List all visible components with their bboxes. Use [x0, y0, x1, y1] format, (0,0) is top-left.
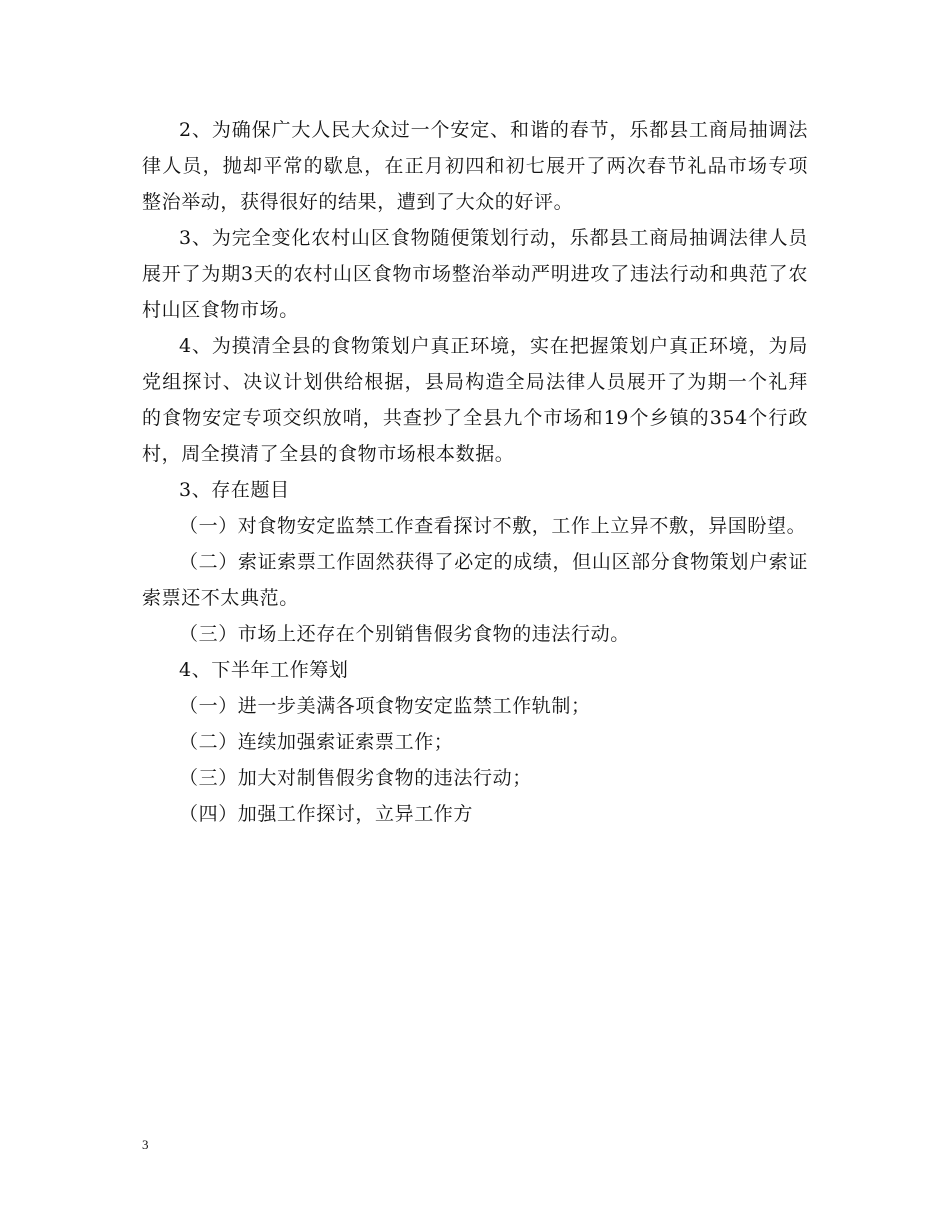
paragraph-rural-market-campaign: 3、为完全变化农村山区食物随便策划行动，乐都县工商局抽调法律人员展开了为期3天的农村山区食物市场整治举动严明进攻了违法行动和典范了农村山区食物市场。 — [142, 227, 808, 321]
section-heading-plan: 4、下半年工作筹划 — [179, 659, 349, 681]
page-number: 3 — [142, 1137, 149, 1152]
paragraph-new-year-campaign: 2、为确保广大人民大众过一个安定、和谐的春节，乐都县工商局抽调法律人员，抛却平常的歇息，在正月初四和初七展开了两次春节礼品市场专项整治举动，获得很好的结果，遭到了大众的好评。 — [142, 119, 808, 213]
problem-item-3: （三）市场上还存在个别销售假劣食物的违法行动。 — [179, 623, 630, 645]
problem-item-1: （一）对食物安定监禁工作查看探讨不敷，工作上立异不敷，异国盼望。 — [179, 515, 807, 537]
problem-item-2: （二）索证索票工作固然获得了必定的成绩，但山区部分食物策划户索证索票还不太典范。 — [142, 551, 808, 609]
paragraph-food-survey: 4、为摸清全县的食物策划户真正环境，实在把握策划户真正环境，为局党组探讨、决议计划供给根据，县局构造全局法律人员展开了为期一个礼拜的食物安定专项交织放哨，共查抄了全县九个市场和19个乡镇的354个行政村，周全摸清了全县的食物市场根本数据。 — [142, 335, 808, 465]
section-heading-problems: 3、存在题目 — [179, 479, 290, 501]
plan-item-3: （三）加大对制售假劣食物的违法行动； — [179, 767, 532, 789]
plan-item-1: （一）进一步美满各项食物安定监禁工作轨制； — [179, 695, 591, 717]
document-body — [142, 112, 808, 832]
plan-item-2: （二）连续加强索证索票工作； — [179, 731, 454, 753]
plan-item-4: （四）加强工作探讨，立异工作方 — [179, 803, 474, 825]
